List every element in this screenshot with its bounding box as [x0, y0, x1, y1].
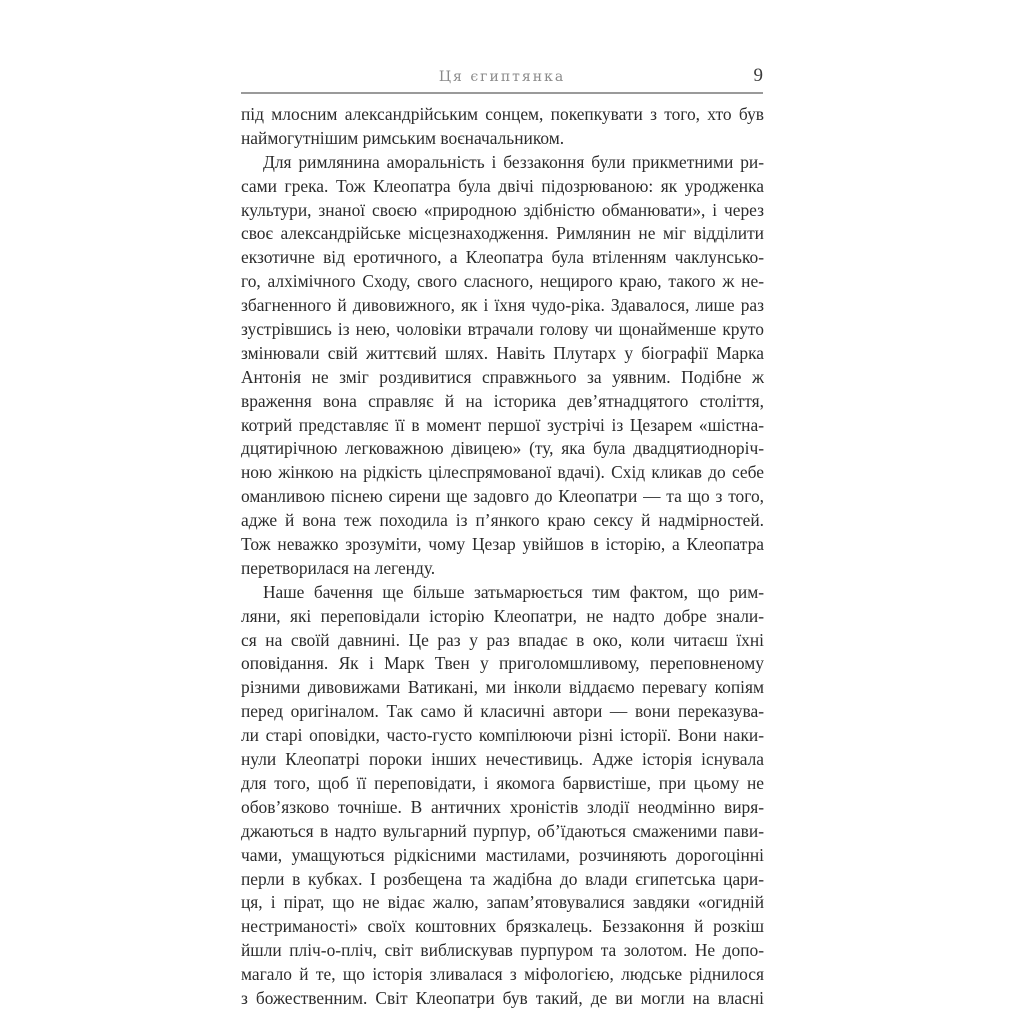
- paragraph: [241, 151, 764, 581]
- text-line: під млосним александрійським сонцем, покепкувати з того, хто був: [241, 104, 764, 124]
- text-line: обов’язково точніше. В античних хроністів злодії неодмінно виря-: [241, 796, 764, 817]
- page-number: 9: [753, 65, 763, 86]
- text-line: сами грека. Тож Клеопатра була двічі підозрюваною: як уродженка: [241, 175, 764, 196]
- text-line: ця, і пірат, що не відає жалю, запам’ятовувалися завдяки «огидній: [241, 892, 764, 913]
- text-line: зустрівшись із нею, чоловіки втрачали голову чи щонайменше круто: [241, 319, 764, 340]
- text-line: магало й те, що історія зливалася з міфологією, людське ріднилося: [241, 964, 764, 985]
- text-line: перед оригіналом. Так само й класичні автори — вони переказува-: [241, 701, 764, 722]
- text-line: для того, щоб її переповідати, і якомога барвистіше, при цьому не: [241, 772, 764, 793]
- text-line: змінювали свій життєвий шлях. Навіть Плутарх у біографії Марка: [241, 342, 764, 363]
- text-line: адже й вона теж походила із п’янкого краю сексу й надмірностей.: [241, 510, 764, 531]
- text-line: екзотичне від еротичного, а Клеопатра була втіленням чаклунсько-: [241, 247, 764, 268]
- text-line: го, алхімічного Сходу, свого сласного, нещирого краю, такого ж не-: [241, 271, 764, 292]
- text-line: перетворилася на легенду.: [241, 557, 436, 578]
- text-line: дцятирічною легковажною дівицею» (ту, яка була двадцятиодноріч-: [241, 438, 764, 459]
- text-line: ся на своїй давнині. Це раз у раз впадає в око, коли читаєш їхні: [241, 629, 764, 650]
- text-line: наймогутнішим римським воєначальником.: [241, 127, 565, 148]
- body-text: [241, 103, 764, 1011]
- text-line: з божественним. Світ Клеопатри був такий, де ви могли на власні: [241, 987, 764, 1008]
- text-line: Наше бачення ще більше затьмарюється тим фактом, що рим-: [263, 581, 764, 602]
- text-line: своє александрійське місцезнаходження. Римлянин не міг відділити: [241, 223, 764, 244]
- text-line: чами, умащуються рідкісними мастилами, розчиняють дорогоцінні: [241, 844, 764, 865]
- text-line: ли старі оповідки, часто-густо компілюючи різні історії. Вони наки-: [241, 725, 764, 746]
- text-line: різними дивовижами Ватикані, ми інколи віддаємо перевагу копіям: [241, 677, 764, 698]
- running-header: [241, 66, 763, 94]
- text-line: оповідання. Як і Марк Твен у приголомшливому, переповненому: [241, 653, 764, 674]
- text-line: джаються в надто вульгарний пурпур, об’їдаються смаженими пави-: [241, 820, 764, 841]
- text-line: враження вона справляє й на історика дев’ятнадцятого століття,: [241, 390, 764, 411]
- text-line: оманливою піснею сирени ще задовго до Клеопатри — та що з того,: [241, 486, 764, 507]
- text-line: ляни, які переповідали історію Клеопатри, не надто добре знали-: [241, 605, 764, 626]
- text-line: нестриманості» своїх коштовних брязкалець. Беззаконня й розкіш: [241, 916, 764, 937]
- text-line: йшли пліч-о-пліч, світ виблискував пурпуром та золотом. Не допо-: [241, 940, 764, 961]
- text-line: ною жінкою на рідкість цілеспрямованої вдачі). Схід кликав до себе: [241, 462, 764, 483]
- paragraph: [241, 103, 764, 151]
- running-title: Ця єгиптянка: [438, 69, 566, 85]
- text-line: Для римлянина аморальність і беззаконня були прикметними ри-: [263, 151, 764, 172]
- text-line: перли в кубках. І розбещена та жадібна до влади єгипетська цари-: [241, 868, 764, 889]
- text-line: Тож неважко зрозуміти, чому Цезар увійшов в історію, а Клеопатра: [241, 534, 764, 555]
- text-line: культури, знаної своєю «природною здібністю обманювати», і через: [241, 199, 764, 220]
- paragraph: [241, 581, 764, 1011]
- text-line: котрий представляє її в момент першої зустрічі із Цезарем «шістна-: [241, 414, 764, 435]
- text-line: збагненного й дивовижного, як і їхня чудо-ріка. Здавалося, лише раз: [241, 295, 764, 316]
- text-line: нули Клеопатрі пороки інших нечестивиць. Адже історія існувала: [241, 749, 764, 770]
- text-line: Антонія не зміг роздивитися справжнього за уявним. Подібне ж: [241, 366, 764, 387]
